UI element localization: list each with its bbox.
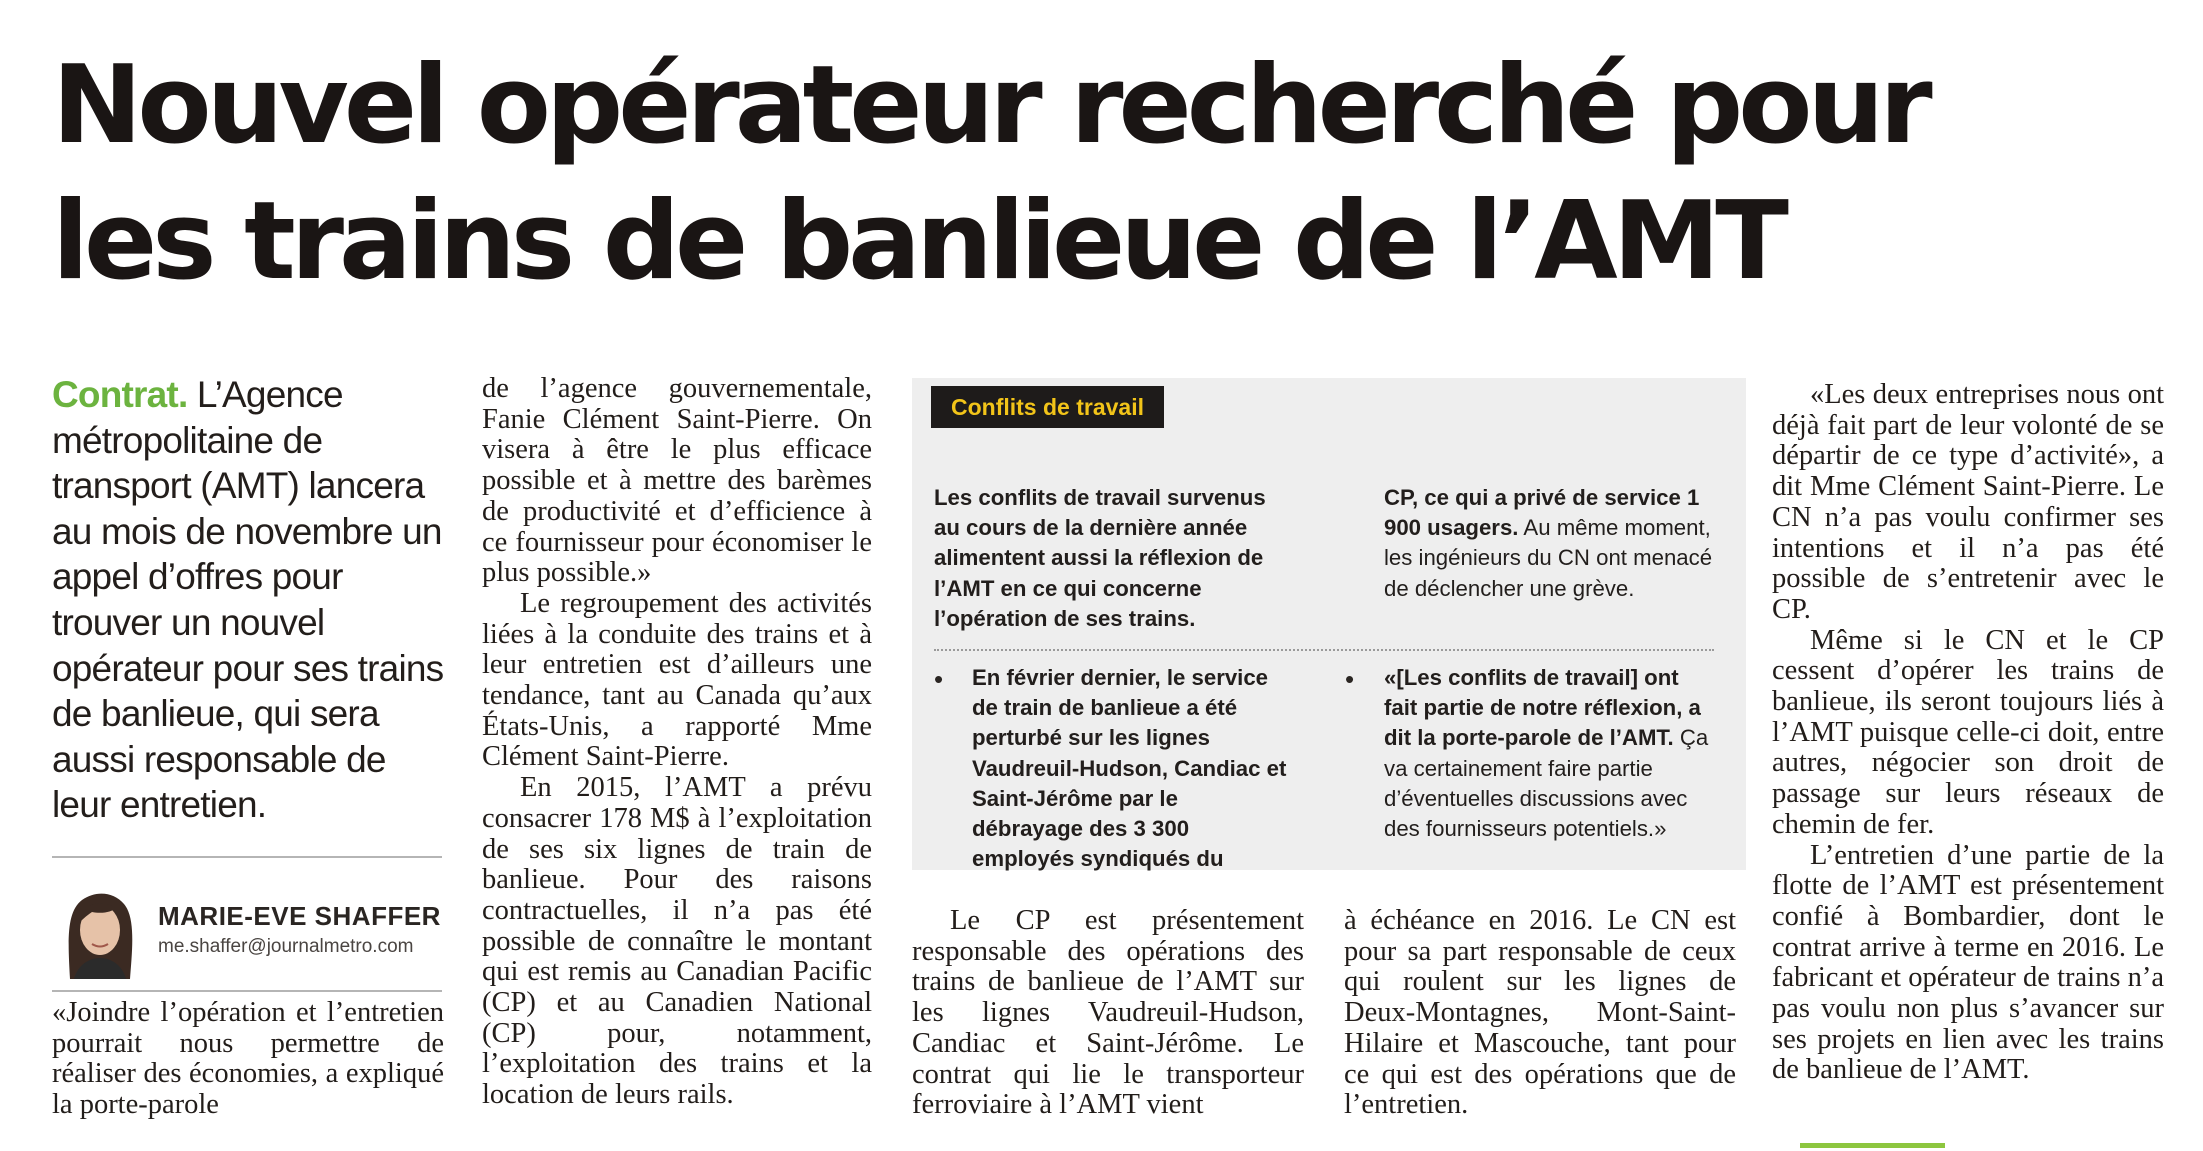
- sidebar-bullet-1: [972, 663, 1294, 874]
- sidebar-bullet-2-bold: «[Les conflits de travail] ont fait partie de notre réflexion, a dit la porte-parole de l’AMT.: [1384, 665, 1701, 751]
- column-4: [1344, 906, 1736, 1121]
- sidebar-intro-left-text: Les conflits de travail survenus au cours de la dernière année alimentent aussi la réflexion de l’AMT en ce qui concerne l’opération de ses trains.: [934, 485, 1266, 631]
- lead-paragraph: [52, 372, 452, 828]
- sidebar-intro-right-bold: CP, ce qui a privé de service 1 900 usagers.: [1384, 485, 1700, 541]
- column-5: [1772, 380, 2164, 1086]
- sidebar-tag: Conflits de travail: [931, 386, 1164, 428]
- byline-top-rule: [52, 856, 442, 858]
- author-email: me.shaffer@journalmetro.com: [158, 936, 414, 957]
- sidebar-intro-right-rest: Au même moment, les ingénieurs du CN ont menacé de déclencher une grève.: [1384, 515, 1713, 601]
- sidebar-intro-right: [1384, 483, 1714, 604]
- lead-kicker: Contrat.: [52, 374, 188, 415]
- column-2: [482, 374, 872, 1111]
- column-5-paragraph-3: L’entretien d’une partie de la flotte de l’AMT est présentement confié à Bombardier, dont le contrat arrive à terme en 2016. Le fabricant et opérateur de trains n’a pas voulu non plus s’avancer sur ses projets en lien avec les trains de banlieue de l’AMT.: [1772, 839, 2164, 1086]
- sidebar-intro-left: [934, 483, 1294, 634]
- column-5-paragraph-1: «Les deux entreprises nous ont déjà fait part de leur volonté de se départir de ce type d’activité», a dit Mme Clément Saint-Pierre. Le CN n’a pas voulu confirmer ses intentions et il n’a pas été possible de s’entretenir avec le CP.: [1772, 379, 2164, 625]
- author-portrait-icon: [52, 882, 146, 979]
- headline-line-2: les trains de banlieue de l’AMT: [52, 179, 1784, 304]
- column-2-paragraph-2: Le regroupement des activités liées à la conduite des trains et à leur entretien est d’ailleurs une tendance, tant au Canada qu’aux États-Unis, a rapporté Mme Clément Saint-Pierre.: [482, 587, 872, 773]
- headline: [52, 38, 2172, 310]
- column-4-paragraph: à échéance en 2016. Le CN est pour sa part responsable de ceux qui roulent sur les lignes de Deux-Montagnes, Mont-Saint-Hilaire et Mascouche, tant pour ce qui est des opérations que de l’entretien.: [1344, 905, 1736, 1121]
- bullet-icon: •: [1345, 664, 1355, 694]
- sidebar-bullet-1-text: En février dernier, le service de train de banlieue a été perturbé sur les lignes Vaudreuil-Hudson, Candiac et Saint-Jérôme par le débrayage des 3 300 employés syndiqués du: [972, 665, 1287, 872]
- sidebar-bullet-2-rest: Ça va certainement faire partie d’éventuelles discussions avec des fournisseurs potentiels.»: [1384, 725, 1709, 842]
- headline-line-1: Nouvel opérateur recherché pour: [52, 43, 1928, 168]
- author-photo: [52, 882, 146, 979]
- bullet-icon: •: [934, 664, 944, 694]
- column-2-paragraph-1: de l’agence gouvernementale, Fanie Clément Saint-Pierre. On visera à être le plus efficace possible et à mettre des barèmes de productivité et d’efficience à ce fournisseur pour économiser le plus possible.»: [482, 373, 872, 589]
- column-1: [52, 998, 444, 1121]
- sidebar-divider: [934, 649, 1714, 651]
- sidebar-bullet-2: [1384, 663, 1716, 844]
- footer-accent-bar: [1800, 1143, 1945, 1148]
- lead-text: L’Agence métropolitaine de transport (AMT) lancera au mois de novembre un appel d’offres pour trouver un nouvel opérateur pour ses trains de banlieue, qui sera aussi responsable de leur entretien.: [52, 374, 444, 826]
- column-1-paragraph: «Joindre l’opération et l’entretien pourrait nous permettre de réaliser des économies, a expliqué la porte-parole: [52, 997, 444, 1121]
- author-name: MARIE-EVE SHAFFER: [158, 901, 441, 931]
- column-3: [912, 906, 1304, 1121]
- byline-bottom-rule: [52, 990, 442, 992]
- column-2-paragraph-3: En 2015, l’AMT a prévu consacrer 178 M$ à l’exploitation de ses six lignes de train de banlieue. Pour des raisons contractuelles, il n’a pas été possible de connaître le montant qui est remis au Canadian Pacific (CP) et au Canadien National (CP) pour, notamment, l’exploitation des trains et la location de leurs rails.: [482, 772, 872, 1111]
- column-5-paragraph-2: Même si le CN et le CP cessent d’opérer les trains de banlieue, ils seront toujours liés à l’AMT puisque celle-ci doit, entre autres, négocier son droit de passage sur leurs réseaux de chemin de fer.: [1772, 624, 2164, 840]
- column-3-paragraph: Le CP est présentement responsable des opérations des trains de banlieue de l’AMT sur les lignes Vaudreuil-Hudson, Candiac et Saint-Jérôme. Le contrat qui lie le transporteur ferroviaire à l’AMT vient: [912, 905, 1304, 1121]
